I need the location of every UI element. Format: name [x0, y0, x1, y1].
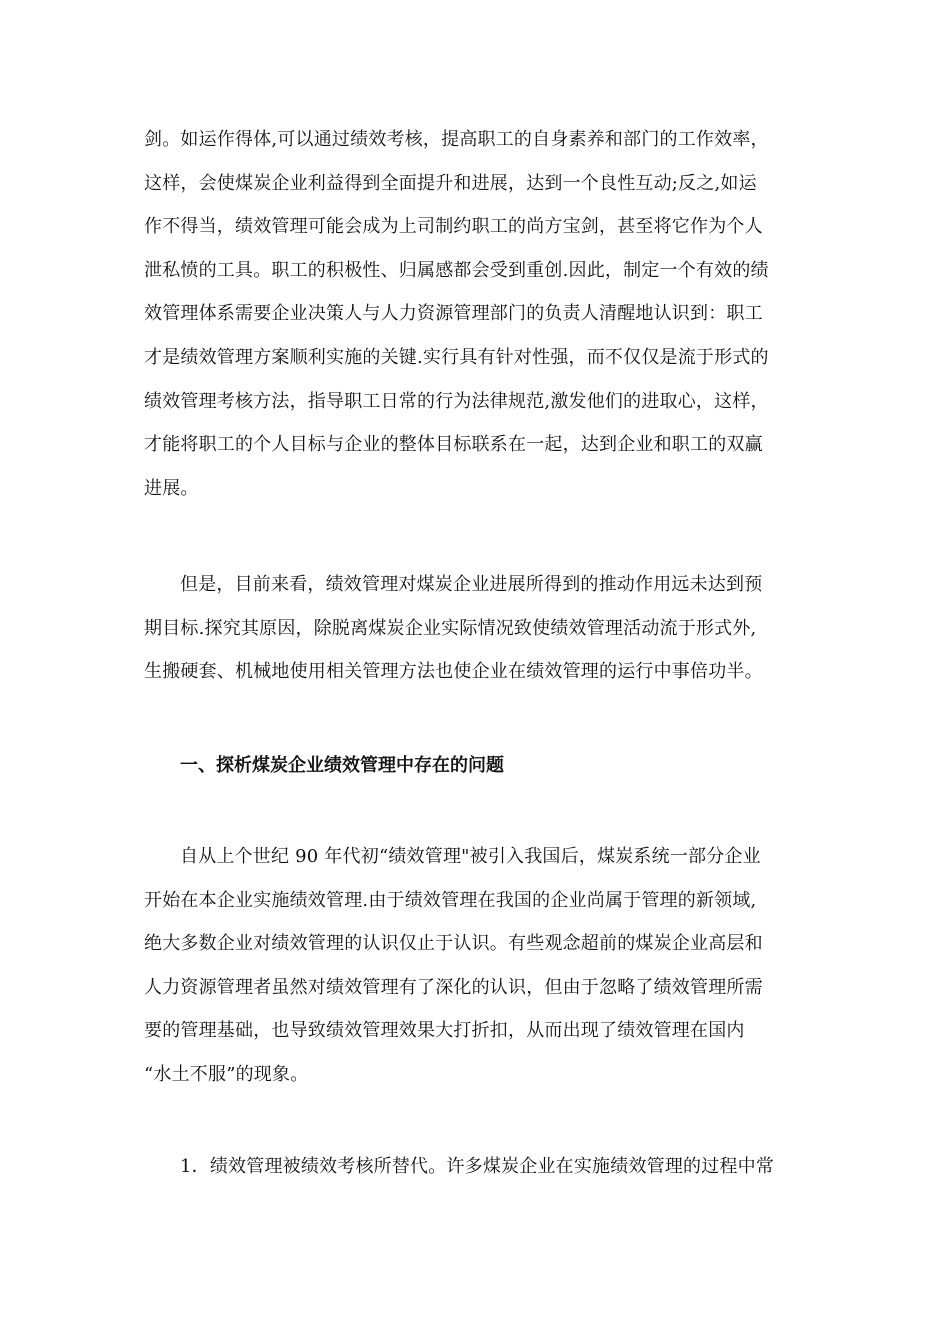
paragraph-1 — [144, 118, 808, 510]
paragraph-line: 绩效管理考核方法，指导职工日常的行为法律规范,激发他们的进取心，这样， — [144, 390, 769, 412]
paragraph-line: 期目标.探究其原因，除脱离煤炭企业实际情况致使绩效管理活动流于形式外, — [144, 617, 757, 639]
paragraph-line: 才能将职工的个人目标与企业的整体目标联系在一起，达到企业和职工的双赢 — [144, 434, 763, 456]
paragraph-line: 开始在本企业实施绩效管理.由于绩效管理在我国的企业尚属于管理的新领域, — [144, 889, 757, 911]
paragraph-2 — [144, 563, 808, 694]
section-heading: 一、探析煤炭企业绩效管理中存在的问题 — [180, 755, 504, 776]
paragraph-line: 但是，目前来看，绩效管理对煤炭企业进展所得到的推动作用远未达到预 — [180, 574, 763, 595]
paragraph-line: 才是绩效管理方案顺利实施的关键.实行具有针对性强，而不仅仅是流于形式的 — [144, 346, 769, 368]
paragraph-line: 效管理体系需要企业决策人与人力资源管理部门的负责人清醒地认识到：职工 — [144, 303, 763, 325]
paragraph-line: 生搬硬套、机械地使用相关管理方法也使企业在绩效管理的运行中事倍功半。 — [144, 661, 763, 683]
paragraph-line: 人力资源管理者虽然对绩效管理有了深化的认识，但由于忽略了绩效管理所需 — [144, 976, 763, 998]
list-item: 1．绩效管理被绩效考核所替代。许多煤炭企业在实施绩效管理的过程中常 — [180, 1156, 775, 1177]
paragraph-line: “水土不服”的现象。 — [144, 1063, 309, 1085]
paragraph-line: 这样，会使煤炭企业利益得到全面提升和进展，达到一个良性互动;反之,如运 — [144, 172, 757, 194]
paragraph-3 — [144, 835, 808, 1097]
paragraph-line: 进展。 — [144, 477, 199, 499]
paragraph-line: 剑。如运作得体,可以通过绩效考核，提高职工的自身素养和部门的工作效率， — [144, 129, 769, 150]
paragraph-4 — [144, 1145, 808, 1189]
paragraph-line: 自从上个世纪 90 年代初“绩效管理"被引入我国后，煤炭系统一部分企业 — [180, 846, 761, 867]
paragraph-line: 作不得当，绩效管理可能会成为上司制约职工的尚方宝剑，甚至将它作为个人 — [144, 216, 763, 238]
paragraph-line: 绝大多数企业对绩效管理的认识仅止于认识。有些观念超前的煤炭企业高层和 — [144, 933, 763, 955]
paragraph-line: 泄私愤的工具。职工的积极性、归属感都会受到重创.因此，制定一个有效的绩 — [144, 259, 769, 281]
paragraph-line: 要的管理基础，也导致绩效管理效果大打折扣，从而出现了绩效管理在国内 — [144, 1020, 745, 1042]
